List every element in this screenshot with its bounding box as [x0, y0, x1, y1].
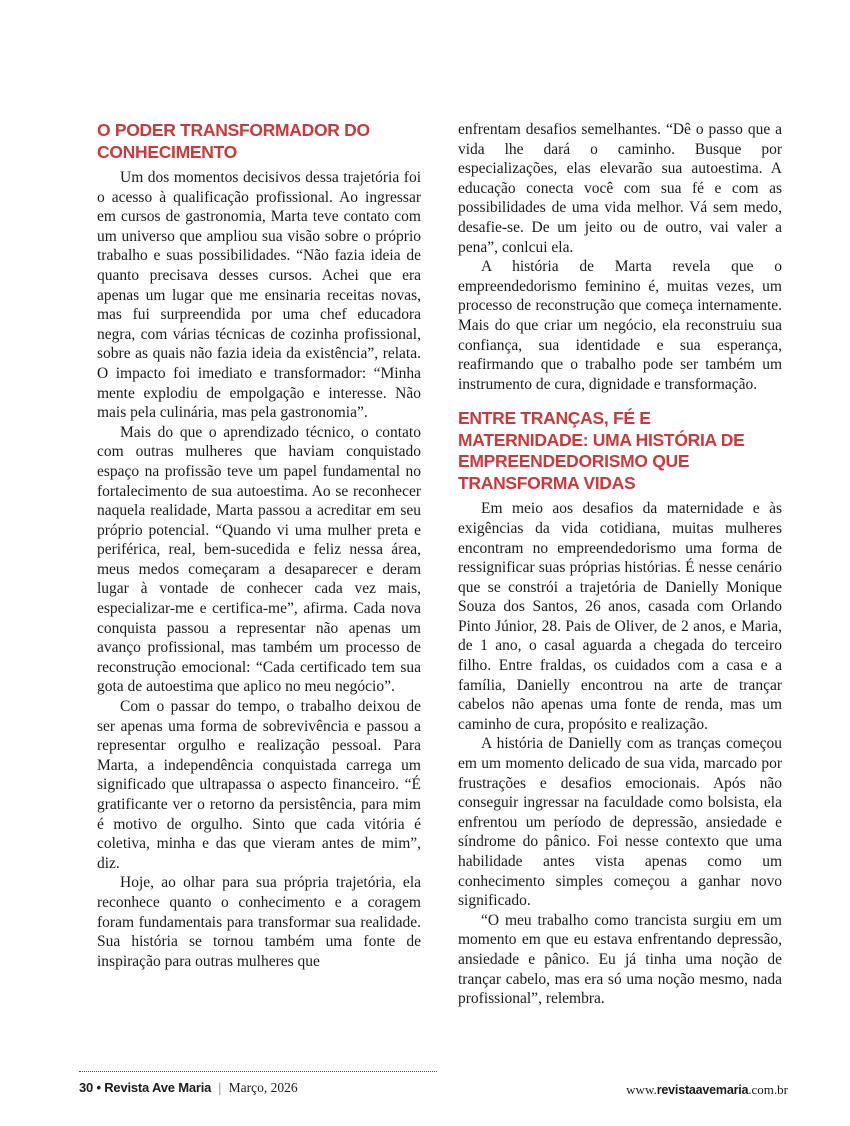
issue-date: Março, 2026 [228, 1080, 298, 1095]
footer-separator: | [218, 1080, 222, 1095]
body-paragraph: “O meu trabalho como trancista surgiu em um momento em que eu estava enfrentando depressão, ansiedade e pânico. Eu já tinha uma noção de trançar cabelo, mas era só uma noção mesmo, nada profissional”, relembra. [458, 911, 782, 1008]
body-paragraph: Com o passar do tempo, o trabalho deixou de ser apenas uma forma de sobrevivência e passou a representar orgulho e realização pessoal. Para Marta, a independência conquistada carrega um significado que ultrapassa o aspecto financeiro. “É gratificante ver o retorno da persistência, para mim é motivo de orgulho. Sinto que cada vitória é coletiva, minha e das que vieram antes de mim”, diz. [97, 698, 421, 872]
body-paragraph: Um dos momentos decisivos dessa trajetória foi o acesso à qualificação profissional. Ao ingressar em cursos de gastronomia, Marta teve contato com um universo que ampliou sua visão sobre o próprio trabalho e suas possibilidades. “Não fazia ideia de quanto precisava desses cursos. Achei que era apenas um lugar que me ensinaria receitas novas, mas fui surpreendida por uma chef educadora negra, com várias técnicas de cozinha profissional, sobre as quais não fazia ideia da existência”, relata. O impacto foi imediato e transformador: “Minha mente explodiu de empolgação e interesse. Não mais pela culinária, mas pela gastronomia”. [97, 169, 421, 422]
body-paragraph: A história de Marta revela que o empreendedorismo feminino é, muitas vezes, um processo de reconstrução que começa internamente. Mais do que criar um negócio, ela reconstruiu sua confiança, sua identidade e sua esperança, reafirmando que o trabalho pode ser também um instrumento de cura, dignidade e transformação. [458, 258, 782, 393]
section-heading-braids: ENTRE TRANÇAS, FÉ E MATERNIDADE: UMA HISTÓRIA DE EMPREENDEDORISMO QUE TRANSFORMA VIDAS [458, 408, 745, 493]
body-paragraph: Em meio aos desafios da maternidade e às exigências da vida cotidiana, muitas mulheres encontram no empreendedorismo uma forma de ressignificar suas próprias histórias. É nesse cenário que se constrói a trajetória de Danielly Monique Souza dos Santos, 26 anos, casada com Orlando Pinto Júnior, 28. Pais de Oliver, de 2 anos, e Maria, de 1 ano, o casal aguarda a chegada do terceiro filho. Entre fraldas, os cuidados com a casa e a família, Danielly encontrou na arte de trançar cabelos não apenas uma fonte de renda, mas um caminho de cura, propósito e realização. [458, 500, 782, 733]
body-paragraph-continuation: enfrentam desafios semelhantes. “Dê o passo que a vida lhe dará o caminho. Busque por especializações, elas elevarão sua autoestima. A educação conecta você com sua fé e com as possibilidades de uma vida melhor. Vá sem medo, desafie-se. De um jeito ou de outro, vai valer a pena”, conlcui ela. [458, 121, 782, 256]
left-column [97, 120, 421, 971]
footer-dotted-rule [79, 1071, 437, 1072]
footer-left [79, 1080, 298, 1096]
page-number-magazine-title: 30 • Revista Ave Maria [79, 1080, 212, 1095]
section-heading-knowledge: O PODER TRANSFORMADOR DO CONHECIMENTO [97, 120, 370, 162]
url-domain: revistaavemaria [656, 1083, 749, 1097]
body-paragraph: A história de Danielly com as tranças começou em um momento delicado de sua vida, marcado por frustrações e desafios emocionais. Após não conseguir ingressar na faculdade como bolsista, ela enfrentou um período de depressão, ansiedade e síndrome do pânico. Foi nesse contexto que uma habilidade antes vista apenas como um conhecimento simples começou a ganhar novo significado. [458, 735, 782, 910]
body-paragraph: Mais do que o aprendizado técnico, o contato com outras mulheres que haviam conquistado espaço na profissão teve um papel fundamental no fortalecimento de sua autoestima. Ao se reconhecer naquela realidade, Marta passou a acreditar em seu próprio potencial. “Quando vi uma mulher preta e periférica, real, bem-sucedida e feliz nessa área, meus medos começaram a desaparecer e deram lugar à vontade de conhecer cada vez mais, especializar-me e certifica-me”, afirma. Cada nova conquista passou a representar não apenas um avanço profissional, mas também um processo de reconstrução emocional: “Cada certificado tem sua gota de autoestima que aplico no meu negócio”. [97, 423, 421, 696]
url-prefix: www. [626, 1082, 657, 1097]
url-suffix: .com.br [748, 1082, 788, 1097]
body-paragraph: Hoje, ao olhar para sua própria trajetória, ela reconhece quanto o conhecimento e a coragem foram fundamentais para transformar sua realidade. Sua história se tornou também uma fonte de inspiração para outras mulheres que [97, 874, 421, 970]
footer-website [626, 1082, 788, 1098]
right-column [458, 120, 782, 1009]
